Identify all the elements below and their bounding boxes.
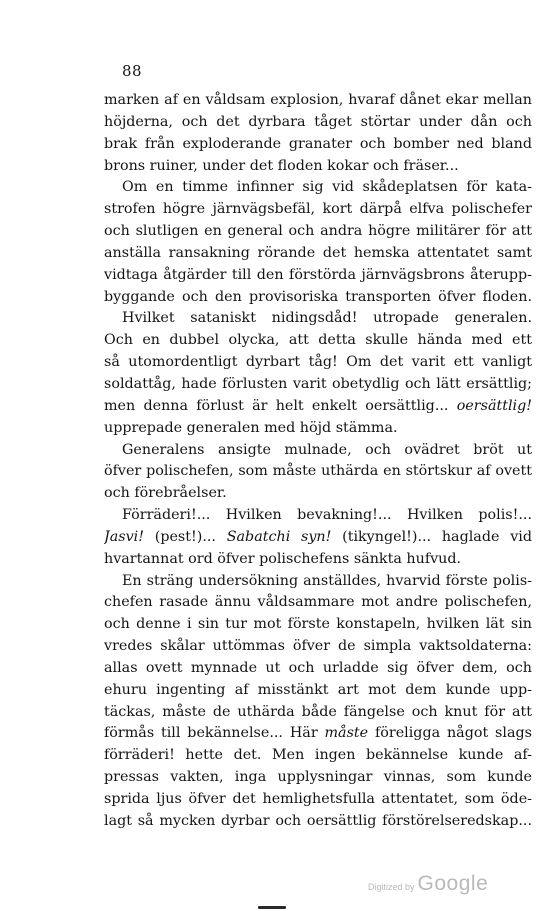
text-line: strofen högre järnvägsbefäl, kort därpå elfva polischefer: [104, 201, 532, 218]
text-line: ehuru ingenting af misstänkt art mot dem kunde upp-: [104, 681, 532, 698]
italic-segment: måste: [324, 725, 369, 742]
text-line: Förräderi!... Hvilken bevakning!... Hvilken polis!...: [122, 507, 532, 524]
text-line: förräderi! hette det. Men ingen bekännelse kunde af-: [104, 747, 532, 764]
italic-segment: Jasvi!: [104, 528, 144, 545]
text-line: och denne i sin tur mot förste konstapeln, hvilken lät sin: [104, 616, 532, 633]
text-line: Hvilket sataniskt nidingsdåd! utropade generalen.: [122, 310, 532, 327]
text-line: så utomordentligt dyrbart tåg! Om det varit ett vanligt: [104, 354, 532, 371]
italic-segment: Sabatchi syn!: [226, 528, 332, 545]
text-line: brak från exploderande granater och bomber ned bland: [104, 135, 532, 152]
text-line: anställa ransakning rörande det hemska attentatet samt: [104, 244, 532, 261]
text-line: chefen rasade ännu våldsammare mot andre polischefen,: [104, 594, 532, 611]
text-line: Och en dubbel olycka, att detta skulle hända med ett: [104, 332, 532, 349]
text-line: Generalens ansigte mulnade, och ovädret bröt ut: [122, 441, 532, 458]
text-line: [104, 723, 532, 745]
text-line: täckas, måste de uthärda både fängelse och knut för att: [104, 703, 532, 720]
text-segment: (pest!)...: [144, 528, 227, 545]
text-line: och slutligen en general och andra högre militärer för att: [104, 223, 532, 240]
text-segment: (tikyngel!)... haglade vid: [331, 528, 532, 545]
text-line: [104, 527, 532, 549]
text-line: öfver polischefen, som måste uthärda en störtskur af ovett: [104, 463, 532, 480]
body-text: [104, 90, 532, 833]
text-line: En sträng undersökning anställdes, hvarvid förste polis-: [122, 572, 532, 589]
italic-segment: oersättlig!: [456, 397, 532, 414]
text-segment: förmås till bekännelse... Här: [104, 725, 325, 742]
text-line: hvartannat ord öfver polischefens sänkta hufvud.: [104, 550, 462, 567]
text-line: sprida ljus öfver det hemlighetsfulla attentatet, som öde-: [104, 791, 532, 807]
digitized-watermark: [368, 872, 488, 896]
text-segment: men denna förlust är helt enkelt oersättlig...: [104, 397, 457, 414]
watermark-logo: Google: [417, 872, 489, 895]
text-line: vredes skålar uttömmas öfver de simpla vaktsoldaterna:: [104, 638, 532, 655]
text-line: pressas vakten, inga upplysningar vinnas, som kunde: [104, 769, 532, 786]
text-line: och förebråelser.: [104, 485, 227, 502]
page-number: 88: [122, 62, 143, 80]
text-line: lagt så mycken dyrbar och oersättlig förstörelseredskap...: [104, 812, 532, 829]
text-line: soldattåg, hade förlusten varit obetydlig och lätt ersättlig;: [104, 375, 532, 392]
text-line: [104, 396, 532, 418]
text-line: Om en timme infinner sig vid skådeplatsen för kata-: [122, 179, 532, 196]
text-line: upprepade generalen med höjd stämma.: [104, 419, 398, 436]
text-line: allas ovett mynnade ut och urladde sig öfver dem, och: [104, 659, 532, 676]
scan-smudge: [258, 906, 286, 909]
watermark-prefix: Digitized by: [368, 882, 415, 892]
text-line: brons ruiner, under det floden kokar och fräser...: [104, 157, 459, 174]
text-line: byggande och den provisoriska transporten öfver floden.: [104, 288, 532, 305]
text-line: vidtaga åtgärder till den förstörda järnvägsbrons återupp-: [104, 266, 532, 283]
text-line: marken af en våldsam explosion, hvaraf dånet ekar mellan: [104, 92, 532, 108]
text-segment: föreligga något slags: [368, 725, 532, 742]
text-line: höjderna, och det dyrbara tåget störtar under dån och: [104, 113, 532, 130]
